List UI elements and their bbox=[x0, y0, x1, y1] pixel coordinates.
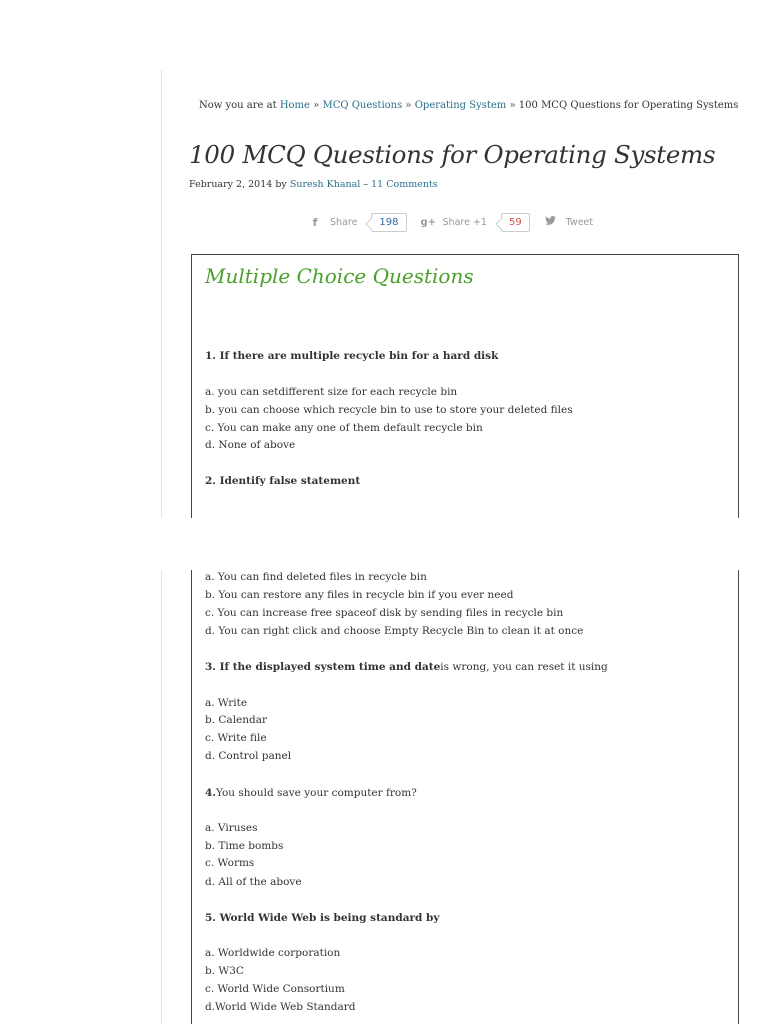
post-date: February 2, 2014 bbox=[189, 179, 273, 190]
author-link[interactable]: Suresh Khanal bbox=[289, 179, 361, 190]
question-3-rest: is wrong, you can reset it using bbox=[440, 661, 608, 673]
q3-option-a: a. Write bbox=[205, 697, 248, 709]
breadcrumb bbox=[199, 100, 738, 111]
q4-option-b: b. Time bombs bbox=[205, 840, 284, 852]
q2-option-b: b. You can restore any files in recycle bin if you ever need bbox=[205, 589, 514, 601]
google-plus-icon: g+ bbox=[420, 216, 437, 228]
facebook-icon: f bbox=[312, 215, 318, 229]
breadcrumb-home-link[interactable]: Home bbox=[279, 100, 310, 111]
post-meta bbox=[189, 179, 438, 190]
q5-option-c: c. World Wide Consortium bbox=[205, 983, 345, 995]
q5-option-d: d.World Wide Web Standard bbox=[205, 1001, 356, 1013]
question-2: 2. Identify false statement bbox=[205, 475, 361, 487]
page-title: 100 MCQ Questions for Operating Systems bbox=[189, 140, 716, 169]
breadcrumb-os-link[interactable]: Operating System bbox=[414, 100, 507, 111]
meta-dash: – bbox=[363, 179, 369, 190]
q3-option-c: c. Write file bbox=[205, 732, 267, 744]
q2-option-c: c. You can increase free spaceof disk by sending files in recycle bin bbox=[205, 607, 564, 619]
gplus-share-label: Share +1 bbox=[442, 216, 487, 228]
q1-option-d: d. None of above bbox=[205, 439, 296, 451]
twitter-share-label: Tweet bbox=[565, 216, 594, 228]
q1-option-a: a. you can setdifferent size for each recycle bin bbox=[205, 386, 458, 398]
share-bar bbox=[308, 211, 593, 233]
q1-option-c: c. You can make any one of them default recycle bin bbox=[205, 422, 483, 434]
gplus-share-button[interactable] bbox=[421, 217, 487, 228]
q4-option-d: d. All of the above bbox=[205, 876, 302, 888]
q5-option-b: b. W3C bbox=[205, 965, 244, 977]
question-5: 5. World Wide Web is being standard by bbox=[205, 912, 440, 924]
gplus-share-count: 59 bbox=[501, 213, 530, 232]
q5-option-a: a. Worldwide corporation bbox=[205, 947, 341, 959]
post-by: by bbox=[275, 179, 287, 190]
q4-option-c: c. Worms bbox=[205, 857, 255, 869]
section-heading: Multiple Choice Questions bbox=[205, 264, 474, 288]
question-4-rest: You should save your computer from? bbox=[215, 787, 417, 799]
facebook-share-count: 198 bbox=[371, 213, 406, 232]
breadcrumb-separator: » bbox=[313, 100, 320, 111]
q1-option-b: b. you can choose which recycle bin to use to store your deleted files bbox=[205, 404, 573, 416]
question-1: 1. If there are multiple recycle bin for a hard disk bbox=[205, 350, 499, 362]
twitter-share-button[interactable] bbox=[544, 216, 593, 228]
question-4 bbox=[205, 786, 417, 800]
q4-option-a: a. Viruses bbox=[205, 822, 258, 834]
question-3-bold: 3. If the displayed system time and date bbox=[205, 661, 441, 673]
facebook-share-label: Share bbox=[330, 216, 358, 228]
q3-option-d: d. Control panel bbox=[205, 750, 292, 762]
breadcrumb-current: 100 MCQ Questions for Operating Systems bbox=[518, 100, 739, 111]
breadcrumb-prefix: Now you are at bbox=[199, 100, 277, 111]
question-3 bbox=[205, 660, 608, 674]
comments-link[interactable]: 11 Comments bbox=[371, 179, 438, 190]
breadcrumb-separator: » bbox=[509, 100, 516, 111]
question-4-number: 4. bbox=[205, 787, 216, 799]
q2-option-d: d. You can right click and choose Empty Recycle Bin to clean it at once bbox=[205, 625, 584, 637]
facebook-share-button[interactable] bbox=[308, 216, 357, 229]
q2-option-a: a. You can find deleted files in recycle bin bbox=[205, 571, 427, 583]
twitter-icon bbox=[544, 216, 558, 228]
q3-option-b: b. Calendar bbox=[205, 714, 268, 726]
breadcrumb-separator: » bbox=[405, 100, 412, 111]
breadcrumb-mcq-link[interactable]: MCQ Questions bbox=[322, 100, 403, 111]
